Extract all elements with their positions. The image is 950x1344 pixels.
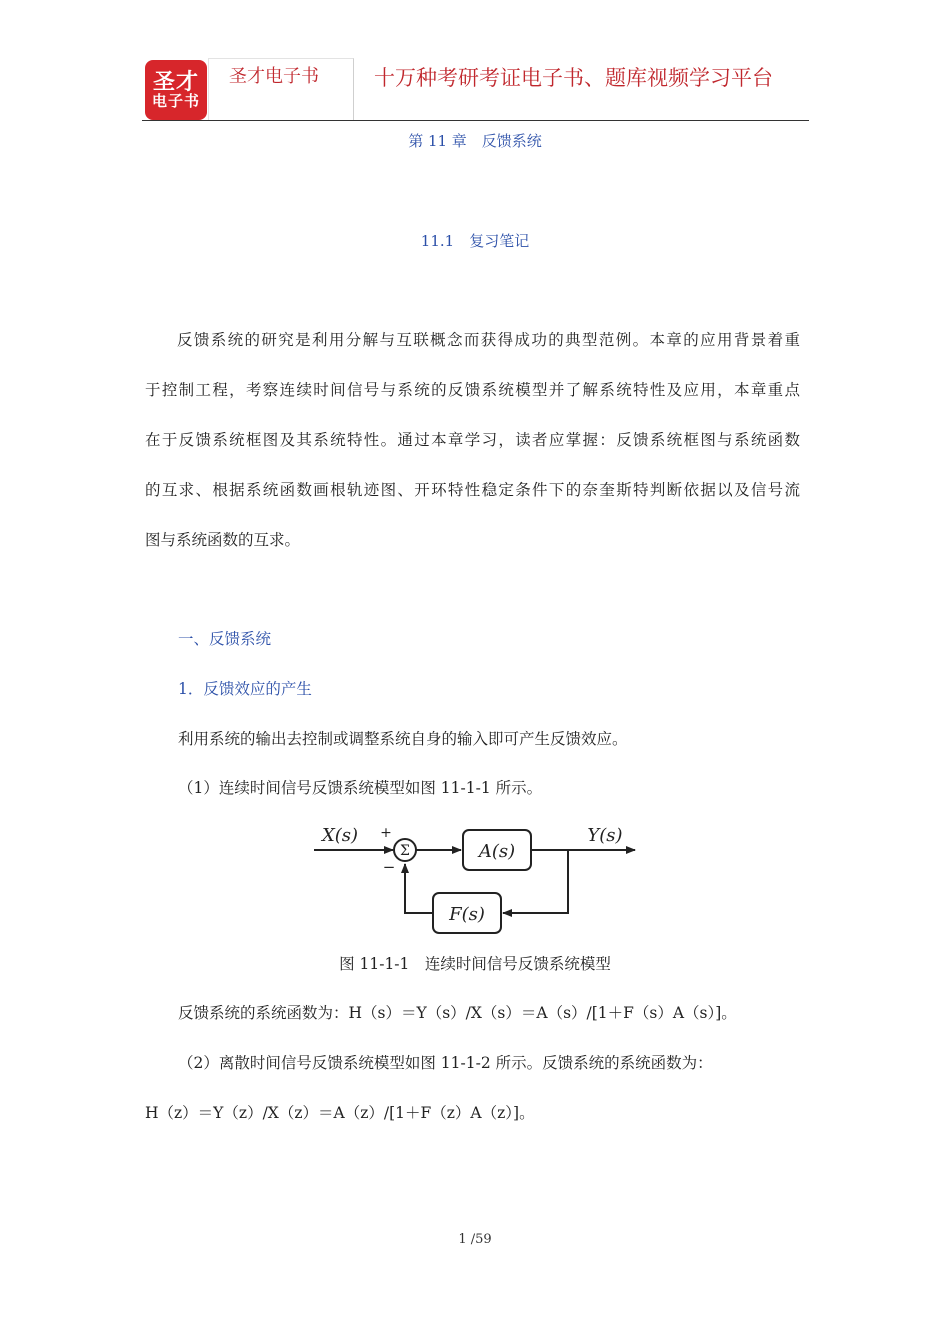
intro-line: 图与系统函数的互求。 [145,531,301,549]
brand-logo [145,60,207,120]
intro-line: 的互求、根据系统函数画根轨迹图、开环特性稳定条件下的奈奎斯特判断依据以及信号流 [145,481,800,499]
intro-line: 在于反馈系统框图及其系统特性。通过本章学习，读者应掌握：反馈系统框图与系统函数 [145,431,800,449]
page-number: 1 /59 [458,1232,492,1247]
intro-line: 反馈系统的研究是利用分解与互联概念而获得成功的典型范例。本章的应用背景着重 [177,331,800,349]
section-title: 11.1 复习笔记 [420,232,530,250]
logo-line1: 圣才 [152,69,199,95]
body-paragraph: 利用系统的输出去控制或调整系统自身的输入即可产生反馈效应。 [178,730,628,748]
body-paragraph: H（z）＝Y（z）/X（z）＝A（z）/[1＋F（z）A（z）]。 [145,1104,535,1122]
logo-line2: 电子书 [151,91,200,110]
output-label: Y(s) [587,825,623,846]
header-rule [142,120,809,121]
forward-block-label: A(s) [478,841,516,862]
chapter-title: 第 11 章 反馈系统 [408,132,542,150]
feedback-block-diagram [300,815,650,945]
feedback-block-label: F(s) [449,904,485,925]
minus-sign: − [382,858,396,876]
feedback-arrow-out [405,864,433,913]
heading-feedback-system: 一、反馈系统 [178,630,272,648]
body-paragraph: 反馈系统的系统函数为：H（s）＝Y（s）/X（s）＝A（s）/[1＋F（s）A（s）]。 [178,1004,737,1022]
figure-caption: 图 11-1-1 连续时间信号反馈系统模型 [339,955,611,973]
intro-line: 于控制工程，考察连续时间信号与系统的反馈系统模型并了解系统特性及应用，本章重点 [145,381,800,399]
body-paragraph: （2）离散时间信号反馈系统模型如图 11-1-2 所示。反馈系统的系统函数为： [178,1054,713,1072]
heading-feedback-effect: 1．反馈效应的产生 [178,680,312,698]
brand-name: 圣才电子书 [229,66,319,87]
sum-symbol: Σ [400,843,410,859]
input-label: X(s) [321,825,359,846]
header-slogan: 十万种考研考证电子书、题库视频学习平台 [374,66,773,90]
plus-sign: + [380,825,392,841]
body-paragraph: （1）连续时间信号反馈系统模型如图 11-1-1 所示。 [178,779,543,797]
